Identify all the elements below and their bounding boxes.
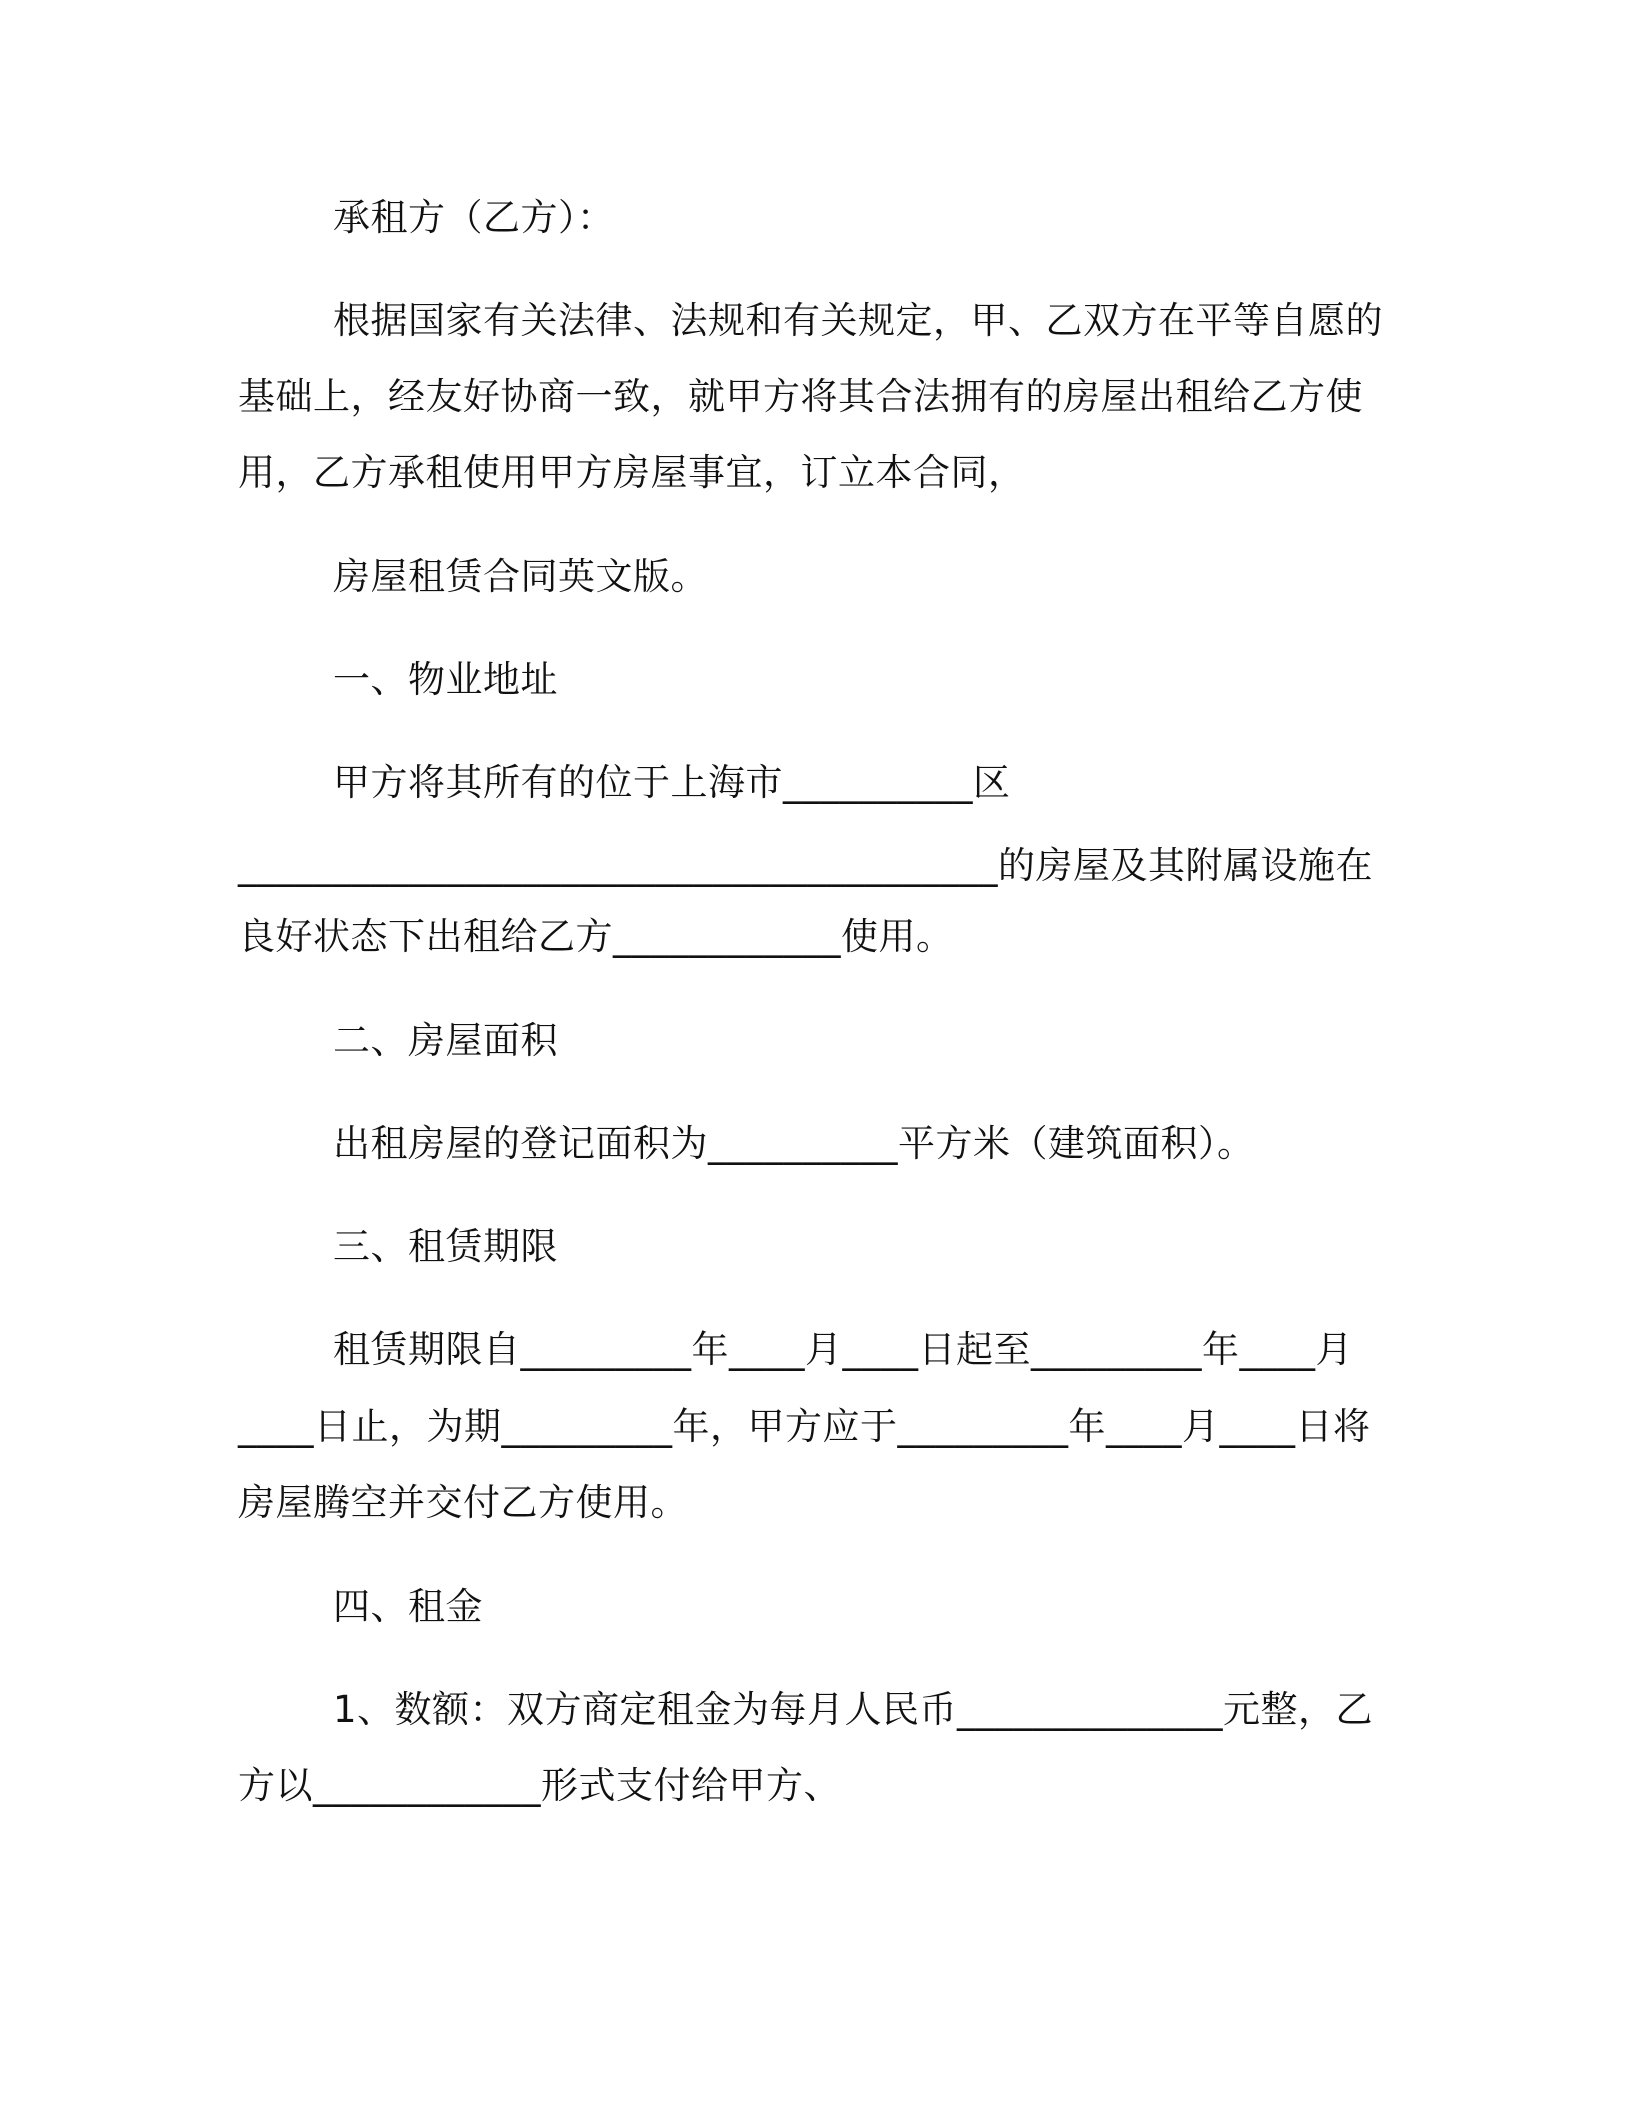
section-2-heading: 二、房屋面积 [333,1019,558,1062]
section-3-line-2: ____日止，为期_________年，甲方应于_________年____月____日将 [238,1405,1371,1448]
section-1-line-3: 良好状态下出租给乙方____________使用。 [238,915,954,958]
section-3-heading: 三、租赁期限 [333,1225,558,1268]
section-2-line-1: 出租房屋的登记面积为__________平方米（建筑面积）。 [333,1122,1255,1165]
section-1-line-2: ________________________________________的房屋及其附属设施在 [238,844,1373,887]
intro-line-1: 根据国家有关法律、法规和有关规定，甲、乙双方在平等自愿的 [333,299,1383,342]
section-3-line-1: 租赁期限自_________年____月____日起至_________年____月 [333,1328,1353,1371]
section-3-line-3: 房屋腾空并交付乙方使用。 [238,1481,688,1524]
contract-note: 房屋租赁合同英文版。 [333,555,708,598]
section-4-heading: 四、租金 [333,1585,483,1628]
tenant-label: 承租方（乙方）： [333,196,615,239]
section-4-line-1: 1、数额：双方商定租金为每月人民币______________元整，乙 [333,1688,1374,1731]
section-1-line-1: 甲方将其所有的位于上海市__________区 [333,761,1011,804]
section-4-line-2: 方以____________形式支付给甲方、 [238,1764,841,1807]
intro-line-3: 用，乙方承租使用甲方房屋事宜，订立本合同， [238,451,1026,494]
section-1-heading: 一、物业地址 [333,658,558,701]
intro-line-2: 基础上，经友好协商一致，就甲方将其合法拥有的房屋出租给乙方使 [238,375,1363,418]
